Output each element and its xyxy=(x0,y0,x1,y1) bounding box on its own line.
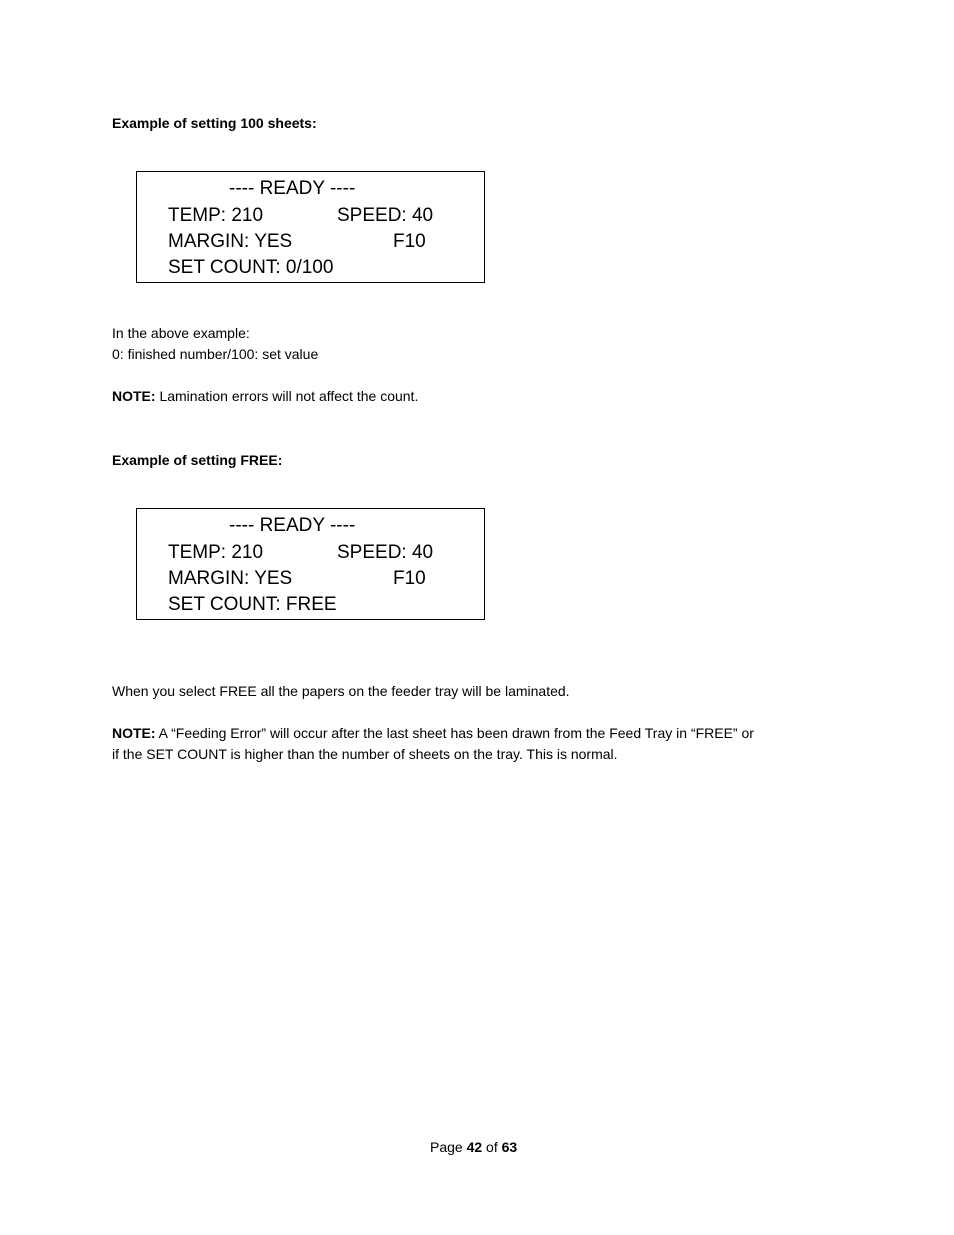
lcd-f-code: F10 xyxy=(393,568,426,589)
note-text: Lamination errors will not affect the count. xyxy=(155,388,419,404)
lcd-display-100-sheets xyxy=(136,171,485,283)
explanation-detail: 0: finished number/100: set value xyxy=(112,346,319,362)
explanation-intro: In the above example: xyxy=(112,325,250,341)
section-heading-100-sheets: Example of setting 100 sheets: xyxy=(112,115,317,131)
lcd-title: ---- READY ---- xyxy=(229,515,356,536)
page-footer xyxy=(430,1138,517,1156)
lcd-set-count: SET COUNT: FREE xyxy=(168,594,337,615)
note-lamination-errors xyxy=(112,386,418,407)
of-word: of xyxy=(482,1139,502,1155)
lcd-set-count: SET COUNT: 0/100 xyxy=(168,257,334,278)
lcd-margin: MARGIN: YES xyxy=(168,231,293,252)
lcd-display-free xyxy=(136,508,485,620)
section-heading-free: Example of setting FREE: xyxy=(112,452,283,468)
page-word: Page xyxy=(430,1139,467,1155)
lcd-title: ---- READY ---- xyxy=(229,178,356,199)
page-number: 42 xyxy=(466,1139,483,1155)
note-feeding-error xyxy=(112,723,754,765)
note-text-line-1: A “Feeding Error” will occur after the last sheet has been drawn from the Feed Tray in “FREE” or xyxy=(155,725,754,741)
total-pages: 63 xyxy=(501,1139,518,1155)
note-line-2: if the SET COUNT is higher than the number of sheets on the tray. This is normal. xyxy=(112,746,618,762)
lcd-f-code: F10 xyxy=(393,231,426,252)
note-label: NOTE: xyxy=(112,388,156,404)
lcd-speed: SPEED: 40 xyxy=(337,205,434,226)
note-line-1 xyxy=(112,723,754,744)
lcd-speed: SPEED: 40 xyxy=(337,542,434,563)
lcd-margin: MARGIN: YES xyxy=(168,568,293,589)
lcd-temp: TEMP: 210 xyxy=(168,205,264,226)
lcd-temp: TEMP: 210 xyxy=(168,542,264,563)
note-label: NOTE: xyxy=(112,725,156,741)
free-explanation: When you select FREE all the papers on the feeder tray will be laminated. xyxy=(112,683,570,699)
